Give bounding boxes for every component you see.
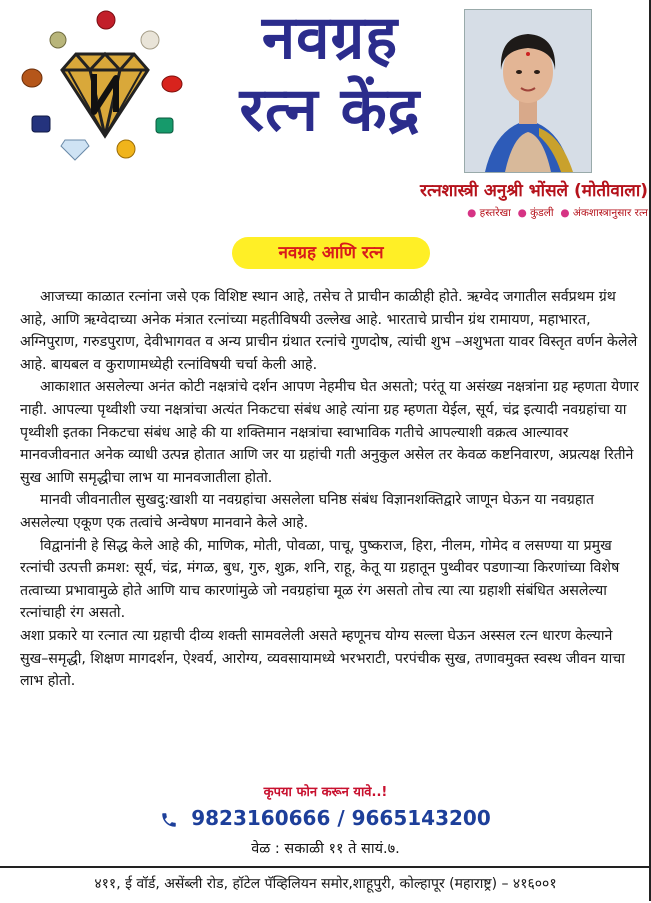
pearl-gem-icon [141, 31, 159, 49]
brand-title-line2: रत्न केंद्र [239, 75, 421, 145]
hessonite-gem-icon [22, 69, 42, 87]
call-request: कृपया फोन करून यावे..! [263, 785, 388, 800]
specialties-line: ● हस्तरेखा ● कुंडली ● अंकशास्त्रानुसार रत्न [467, 207, 648, 219]
address: ४११, ई वॉर्ड, असेंब्ली रोड, हॉटेल पॅव्हिलियन समोर,शाहूपुरी, कोल्हापूर (महाराष्ट्र) – ४१६००१ [0, 866, 651, 903]
business-hours: वेळ : सकाळी ११ ते सायं.७. [251, 841, 400, 857]
phone-numbers-text: 9823160666 / 9665143200 [191, 806, 491, 830]
specialty-palmistry: हस्तरेखा [479, 207, 511, 219]
sapphire-gem-icon [32, 116, 50, 132]
central-diamond-icon [62, 54, 148, 136]
paragraph: आजच्या काळात रत्नांना जसे एक विशिष्ट स्थान आहे, तसेच ते प्राचीन काळीही होते. ऋग्वेद जगातील सर्वप्रथम ग्रंथ आहे, आणि ऋग्वेदाच्या अनेक मंत्रात रत्नांच्या महतीविषयी उल्लेख आहे. भारताचे प्राचीन ग्रंथ रामायण, महाभारत, अग्निपुराण, गरुडपुराण, देवीभागवत व अन्य प्राचीन ग्रंथात रत्नांचे गुणदोष, त्यांची शुभ –अशुभता यावर विस्तृत वर्णन केलेले आहे. बायबल व कुराणामध्येही रत्नांविषयी चर्चा केली आहे. [20, 289, 638, 373]
phone-numbers [0, 806, 651, 830]
phone-icon [160, 811, 178, 829]
emerald-gem-icon [156, 118, 173, 133]
portrait-photo [464, 9, 592, 173]
article-body [20, 286, 640, 693]
paragraph: विद्वानांनी हे सिद्ध केले आहे की, माणिक, मोती, पोवळा, पाचू, पुष्कराज, हिरा, नीलम, गोमेद व लसण्या या प्रमुख रत्नांची उत्पत्ती क्रमश: सूर्य, चंद्र, मंगळ, बुध, गुरु, शुक्र, शनि, राहू, केतू या ग्रहातून पुथ्वीवर पडणाऱ्या किरणांच्या विशेष तत्वाच्या प्रभावामुळे होते आणि याच कारणांमुळे जो नवग्रहांचा मूळ रंग असतो तोच त्या त्या ग्रहाशी संबंधित असलेल्या रत्नांचाही रंग असतो. [20, 537, 620, 622]
section-banner: नवग्रह आणि रत्न [232, 237, 430, 269]
specialty-horoscope: कुंडली [530, 207, 554, 219]
coral-gem-icon [162, 76, 182, 92]
specialty-numerology-gems: अंकशास्त्रानुसार रत्न [572, 207, 648, 219]
brand-title [200, 3, 460, 145]
paragraph: अशा प्रकारे या रत्नात त्या ग्रहाची दीव्य शक्ती सामवलेली असते म्हणूनच योग्य सल्ला घेऊन अस्सल रत्न धारण केल्याने सुख–समृद्धी, शिक्षण मागदर्शन, ऐश्वर्य, आरोग्य, व्यवसायामध्ये भरभराटी, परपंचीक सुख, तणावमुक्त स्वस्थ जीवन याचा लाभ होतो. [20, 627, 625, 690]
brand-title-line1: नवग्रह [261, 3, 399, 73]
diamond-gem-icon [61, 140, 89, 160]
cats-eye-gem-icon [50, 32, 66, 48]
astrologer-name: रत्नशास्त्री अनुश्री भोंसले (मोतीवाला) [420, 181, 648, 201]
topaz-gem-icon [117, 140, 135, 158]
ruby-gem-icon [97, 11, 115, 29]
portrait-illustration [465, 10, 591, 172]
gem-logo [18, 8, 193, 170]
paragraph: मानवी जीवनातील सुखदु:खाशी या नवग्रहांचा असलेला घनिष्ठ संबंध विज्ञानशक्तिद्वारे जाणून घेऊन या नवग्रहात असलेल्या एकूण एक तत्वांचे अन्वेषण मानवाने केले आहे. [20, 492, 595, 531]
header [0, 0, 651, 222]
paragraph: आकाशात असलेल्या अनंत कोटी नक्षत्रांचे दर्शन आपण नेहमीच घेत असतो; परंतू या असंख्य नक्षत्रांना ग्रह म्हणता येणार नाही. आपल्या पृथ्वीशी ज्या नक्षत्रांचा अत्यंत निकटचा संबंध आहे त्यांना ग्रह म्हणता येईल, सूर्य, चंद्र इत्यादी नवग्रहांचा या पृथ्वीशी इतका निकटचा संबंध आहे की या शक्तिमान नक्षत्रांचा स्वाभाविक गतीचे आपल्याशी वक्रत्व आल्यावर मानवजीवनात अनेक व्याधी उत्पन्न होतात आणि जर या ग्रहांची गती अनुकुल असेल तर केवळ कष्टनिवारण, अप्रत्यक्ष रितीने सुख आणि समृद्धीचा लाभ या मानवजातीला होतो. [20, 379, 639, 486]
